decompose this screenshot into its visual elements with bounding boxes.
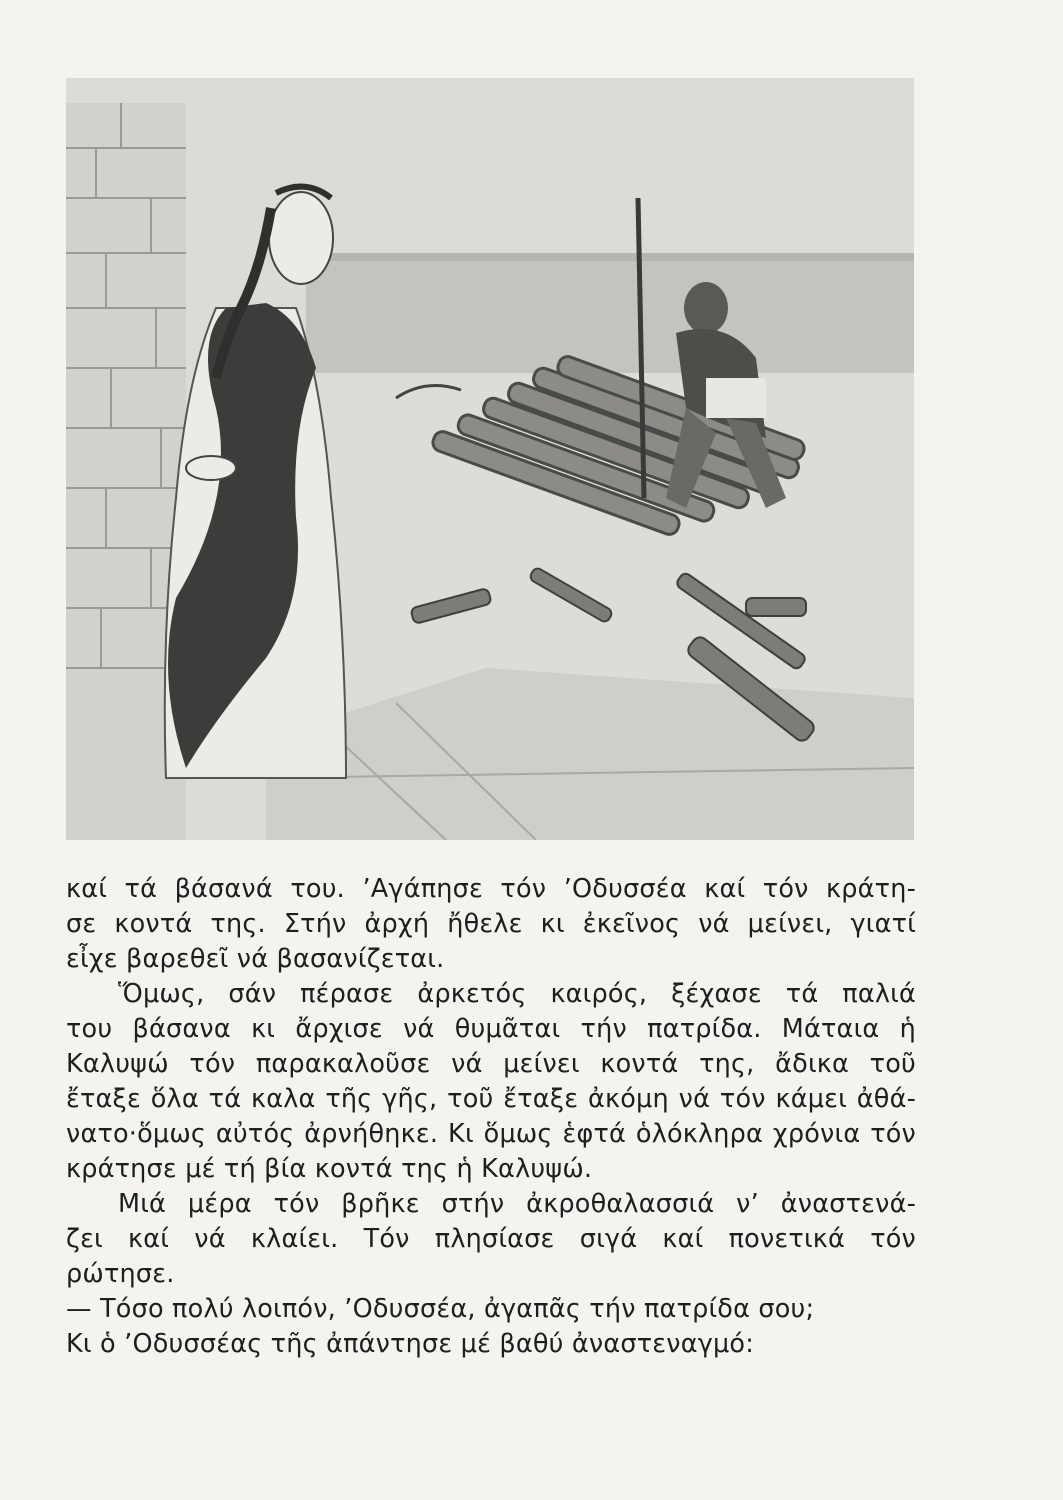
illustration [66,78,914,840]
narration-line [66,1327,916,1362]
text-line: ρώτησε. [66,1259,175,1289]
text-line: Κι ὁ ’Οδυσσέας τῆς ἀπάντησε μέ βαθύ ἀναστεναγμό: [66,1329,755,1359]
text-line: σε κοντά της. Στήν ἀρχή ἤθελε κι ἐκεῖνος νά μείνει, γιατί [66,909,916,939]
text-line: εἶχε βαρεθεῖ νά βασανίζεται. [66,944,445,974]
odysseus-raft-calypso-illustration [66,78,914,840]
dialogue-line [66,1292,916,1327]
text-line: Ὅμως, σάν πέρασε ἀρκετός καιρός, ξέχασε τά παλιά [118,979,916,1009]
text-line: του βάσανα κι ἄρχισε νά θυμᾶται τήν πατρίδα. Μάταια ἡ [66,1014,916,1044]
paragraph-1 [66,872,916,977]
text-line: Μιά μέρα τόν βρῆκε στήν ἀκροθαλασσιά ν’ ἀναστενά- [118,1189,916,1219]
text-line: ἔταξε ὅλα τά καλα τῆς γῆς, τοῦ ἔταξε ἀκόμη νά τόν κάμει ἀθά- [66,1084,916,1114]
text-line: καί τά βάσανά του. ’Αγάπησε τόν ’Οδυσσέα καί τόν κράτη- [66,874,916,904]
text-line: — Τόσο πολύ λοιπόν, ’Οδυσσέα, ἀγαπᾶς τήν πατρίδα σου; [66,1294,815,1324]
text-line: ζει καί νά κλαίει. Τόν πλησίασε σιγά καί πονετικά τόν [66,1224,916,1254]
paragraph-2 [66,977,916,1187]
text-line: κράτησε μέ τή βία κοντά της ἡ Καλυψώ. [66,1154,593,1184]
paragraph-3 [66,1187,916,1292]
story-text [66,872,916,1362]
text-line: Καλυψώ τόν παρακαλοῦσε νά μείνει κοντά της, ἄδικα τοῦ [66,1049,916,1079]
text-line: νατο·ὅμως αὐτός ἀρνήθηκε. Κι ὅμως ἑφτά ὁλόκληρα χρόνια τόν [66,1119,916,1149]
